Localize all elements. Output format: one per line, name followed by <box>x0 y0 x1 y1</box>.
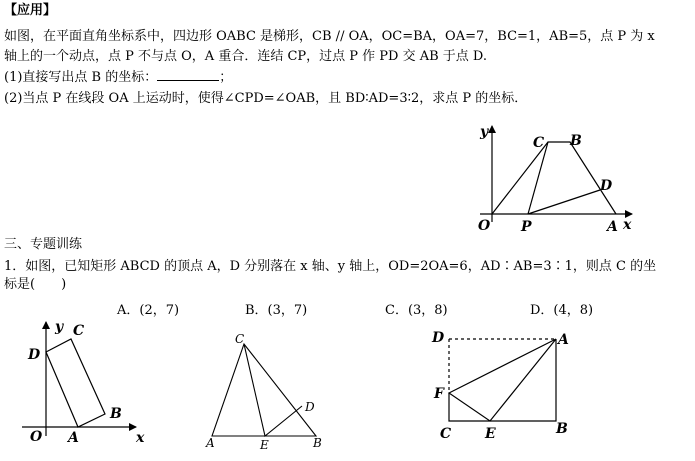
fig4-label-d: D <box>432 330 445 346</box>
fig3-label-e: E <box>260 438 269 452</box>
problem-text-line-2: 轴上的一个动点，点 P 不与点 O，A 重合．连结 CP，过点 P 作 PD 交 AB 于点 D. <box>4 49 488 64</box>
fig2-label-a: A <box>68 430 79 446</box>
fig4-label-e: E <box>485 426 496 442</box>
fig2-label-x: x <box>136 430 145 446</box>
figure-triangle <box>212 344 316 436</box>
fig1-segment-cp <box>528 142 548 214</box>
question-1-text: (1)直接写出点 B 的坐标： <box>4 70 158 85</box>
fig1-label-d: D <box>600 178 613 194</box>
fig1-label-c: C <box>533 135 545 151</box>
fig3-segments-ced <box>244 344 302 436</box>
fig1-label-p: P <box>521 219 532 235</box>
fig2-label-o: O <box>30 429 43 445</box>
fig2-label-d: D <box>28 347 41 363</box>
fig2-label-c: C <box>73 323 85 339</box>
fig1-label-x: x <box>623 217 632 233</box>
fig2-label-b: B <box>110 406 122 422</box>
fig1-label-a: A <box>607 219 618 235</box>
fig1-label-b: B <box>570 133 582 149</box>
fig3-label-d: D <box>305 400 315 414</box>
topic-problem-line-1: 1．如图，已知矩形 ABCD 的顶点 A，D 分别落在 x 轴、y 轴上，OD=2OA=6，AD∶AB=3∶1，则点 C 的坐 <box>4 259 657 274</box>
fig2-label-y: y <box>55 319 64 335</box>
fig2-rectangle <box>46 339 105 427</box>
figure-rectangle-fold <box>449 339 556 421</box>
fig4-label-b: B <box>556 421 568 437</box>
option-d[interactable]: D．(4，8) <box>530 303 594 318</box>
fig4-label-a: A <box>558 332 569 348</box>
fig1-trapezoid-outline <box>492 142 616 214</box>
option-b[interactable]: B．(3，7) <box>245 303 308 318</box>
problem-text-line-1: 如图，在平面直角坐标系中，四边形 OABC 是梯形，CB // OA，OC=BA，OA=7，BC=1，AB=5，点 P 为 x <box>4 29 655 44</box>
fig3-label-b: B <box>313 436 322 450</box>
section-title-application: 【应用】 <box>4 3 57 18</box>
option-a[interactable]: A．(2，7) <box>117 303 180 318</box>
topic-problem-line-2: 标是( ) <box>4 277 67 292</box>
figure-trapezoid <box>480 126 632 222</box>
question-1-end: ； <box>219 70 233 85</box>
fig4-folded-triangle <box>449 339 556 421</box>
fig1-label-o: O <box>478 218 491 234</box>
fig4-label-f: F <box>434 386 444 402</box>
option-c[interactable]: C．(3，8) <box>385 303 448 318</box>
fig3-label-c: C <box>235 332 245 346</box>
fig3-label-a: A <box>206 436 215 450</box>
question-2: (2)当点 P 在线段 OA 上运动时，使得∠CPD=∠OAB，且 BD∶AD=3∶2，求点 P 的坐标． <box>4 91 528 106</box>
fig1-label-y: y <box>480 124 489 140</box>
fig1-segment-pd <box>528 190 600 214</box>
fig4-rectangle-outline <box>449 339 556 421</box>
section-title-topic: 三、专题训练 <box>4 237 83 252</box>
fig4-label-c: C <box>440 426 452 442</box>
fig3-triangle-abc <box>212 344 316 436</box>
